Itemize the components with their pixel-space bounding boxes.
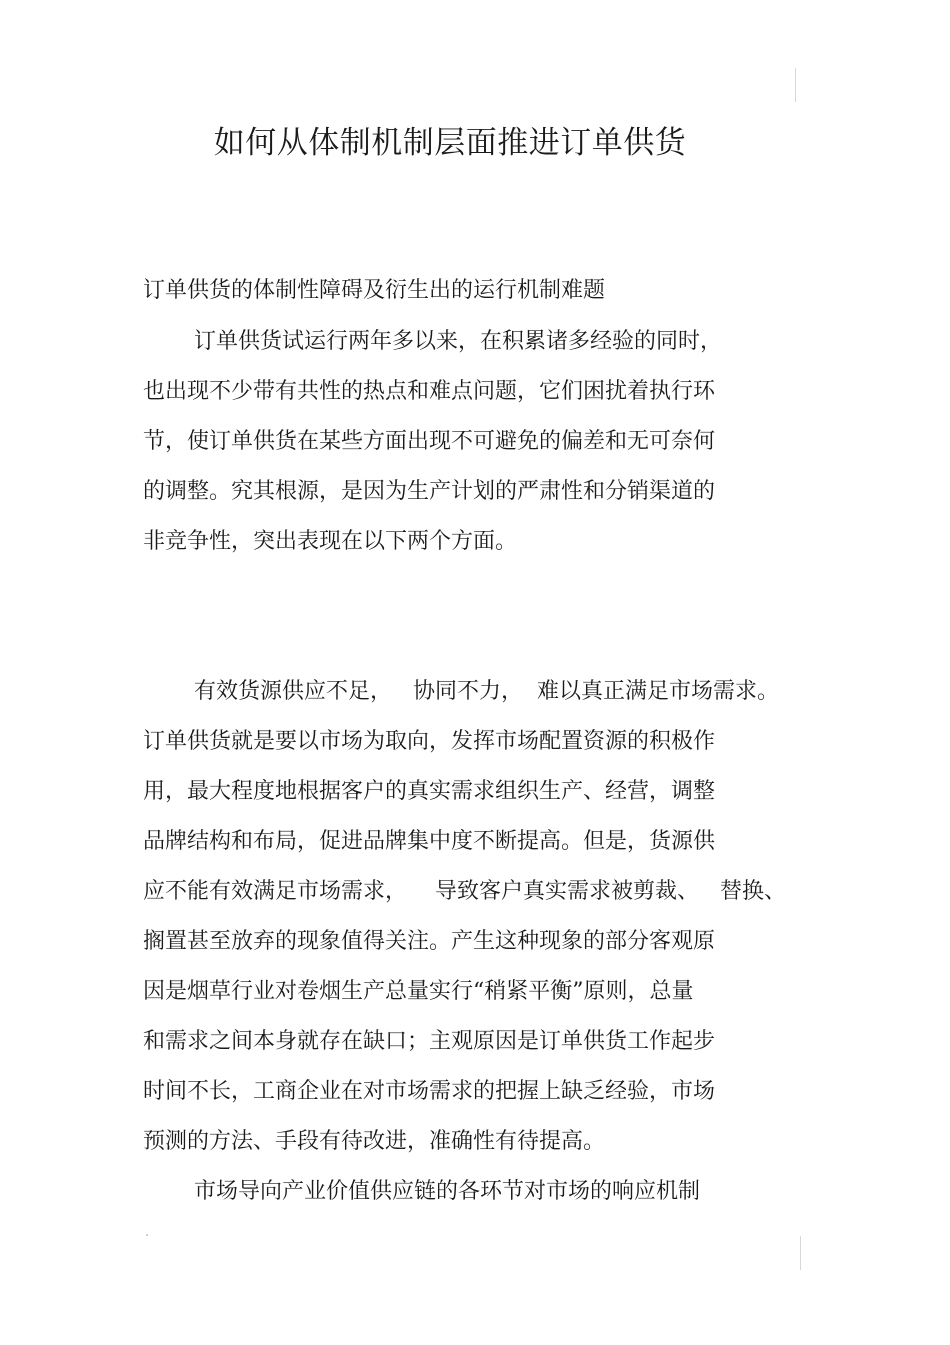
paragraph-2-line-7: 因是烟草行业对卷烟生产总量实行“稍紧平衡”原则，总量 — [143, 979, 694, 1004]
paragraph-1-line-2: 也出现不少带有共性的热点和难点问题，它们困扰着执行环 — [143, 379, 716, 404]
paragraph-2-line-8: 和需求之间本身就存在缺口；主观原因是订单供货工作起步 — [143, 1029, 716, 1054]
paragraph-1-line-4: 的调整。究其根源，是因为生产计划的严肃性和分销渠道的 — [143, 479, 716, 504]
paragraph-1-line-5: 非竞争性，突出表现在以下两个方面。 — [143, 529, 518, 554]
document-title: 如何从体制机制层面推进订单供货 — [213, 125, 687, 161]
paragraph-2-line-1: 有效货源供应不足， 协同不力， 难以真正满足市场需求。 — [194, 679, 779, 704]
paragraph-1-line-3: 节，使订单供货在某些方面出现不可避免的偏差和无可奈何 — [143, 429, 716, 454]
paragraph-2-line-3: 用，最大程度地根据客户的真实需求组织生产、经营，调整 — [143, 779, 716, 804]
page-edge-mark-top — [795, 68, 796, 102]
paragraph-2-line-5: 应不能有效满足市场需求， 导致客户真实需求被剪裁、 替换、 — [143, 879, 786, 904]
page-edge-mark-bottom — [800, 1236, 801, 1270]
paragraph-3-line-1: 市场导向产业价值供应链的各环节对市场的响应机制 — [194, 1179, 701, 1204]
paragraph-2-line-6: 搁置甚至放弃的现象值得关注。产生这种现象的部分客观原 — [143, 929, 716, 954]
paragraph-2-line-10: 预测的方法、手段有待改进，准确性有待提高。 — [143, 1129, 606, 1154]
paragraph-2-line-4: 品牌结构和布局，促进品牌集中度不断提高。但是，货源供 — [143, 829, 716, 854]
paragraph-2-line-2: 订单供货就是要以市场为取向，发挥市场配置资源的积极作 — [143, 729, 716, 754]
page-dot-mark — [146, 1234, 148, 1236]
section-heading: 订单供货的体制性障碍及衍生出的运行机制难题 — [143, 278, 606, 303]
paragraph-2-line-9: 时间不长，工商企业在对市场需求的把握上缺乏经验，市场 — [143, 1079, 716, 1104]
paragraph-1-line-1: 订单供货试运行两年多以来，在积累诸多经验的同时， — [194, 329, 723, 354]
